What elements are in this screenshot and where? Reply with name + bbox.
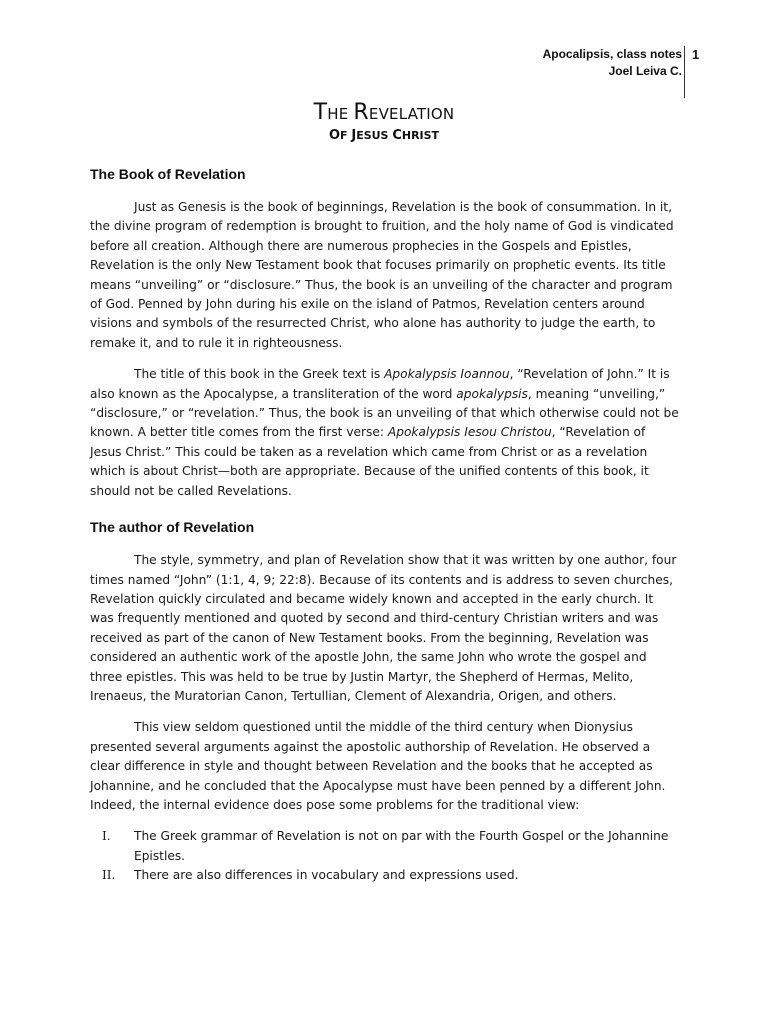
text-run: , “Revelation of Jesus Christ.” This could be taken as a revelation which came from Christ or as a revelation which is about Christ—both are appropriate. Because of the unified contents of this book, it should not be called Revelations.: [90, 425, 649, 498]
list-text: There are also differences in vocabulary and expressions used.: [134, 868, 519, 883]
greek-word-apokalypsis: apokalypsis: [456, 386, 528, 401]
subtitle-part: C: [392, 128, 402, 143]
header-author: Joel Leiva C.: [608, 64, 682, 78]
title-part: R: [353, 100, 369, 125]
text-run: The title of this book in the Greek text is: [134, 367, 385, 382]
greek-title-christou: Apokalypsis Iesou Christou: [387, 425, 552, 440]
subtitle-part: J: [351, 128, 357, 143]
paragraph-book-2: [90, 365, 680, 501]
section-heading-book: The Book of Revelation: [90, 166, 246, 182]
subtitle-part: HRIST: [401, 129, 440, 142]
title-part: HE: [327, 105, 354, 123]
page-header: [520, 46, 720, 88]
list-number: I.: [102, 829, 111, 844]
document-body: [90, 164, 680, 886]
paragraph-author-1: The style, symmetry, and plan of Revelation show that it was written by one author, four times named “John” (1:1, 4, 9; 22:8). Because of its contents and is address to seven churches, Revelation quickly circulated and became widely known and accepted in the early church. It was frequently mentioned and quoted by second and third-century Christian writers and was received as part of the canon of New Testament books. From the beginning, Revelation was considered an authentic work of the apostle John, the same John who wrote the gospel and three epistles. This was held to be true by Justin Martyr, the Shepherd of Hermas, Melito, Irenaeus, the Muratorian Canon, Tertullian, Clement of Alexandria, Origen, and others.: [90, 553, 677, 703]
header-text: [543, 46, 682, 80]
section-heading-author: The author of Revelation: [90, 519, 255, 536]
header-divider: [684, 46, 685, 98]
roman-list: [90, 827, 680, 885]
text-run: , “Revelation of John.” It is also known as the Apocalypse, a transliteration of the word: [90, 367, 670, 401]
subtitle-part: ESUS: [356, 129, 393, 142]
paragraph-book-1: Just as Genesis is the book of beginnings, Revelation is the book of consummation. In it, the divine program of redemption is brought to fruition, and the holy name of God is vindicated before all creation. Although there are numerous prophecies in the Gospels and Epistles, Revelation is the only New Testament book that focuses primarily on prophetic events. Its title means “unveiling” or “disclosure.” Thus, the book is an unveiling of the character and program of God. Penned by John during his exile on the island of Patmos, Revelation centers around visions and symbols of the resurrected Christ, who alone has authority to judge the earth, to remake it, and to rule it in righteousness.: [90, 200, 674, 350]
paragraph-author-2: This view seldom questioned until the middle of the third century when Dionysius presented several arguments against the apostolic authorship of Revelation. He observed a clear difference in style and thought between Revelation and the books that he accepted as Johannine, and he concluded that the Apocalypse must have been penned by a different John. Indeed, the internal evidence does pose some problems for the traditional view:: [90, 720, 666, 812]
greek-title-ioannou: Apokalypsis Ioannou: [384, 367, 510, 382]
title-part: EVELATION: [368, 105, 455, 123]
header-course: Apocalipsis, class notes: [542, 47, 682, 61]
text-run: , meaning “unveiling,” “disclosure,” or “revelation.” Thus, the book is an unveiling of that which otherwise could not be known. A better title comes from the first verse:: [90, 386, 679, 440]
page-number: 1: [692, 47, 700, 62]
document-subtitle: [0, 128, 768, 143]
subtitle-part: O: [328, 128, 340, 143]
list-item: [90, 866, 680, 885]
document-title: [0, 100, 768, 125]
subtitle-part: F: [340, 129, 352, 142]
list-text: The Greek grammar of Revelation is not on par with the Fourth Gospel or the Johannine Epistles.: [134, 829, 669, 863]
title-part: T: [313, 100, 328, 125]
list-number: II.: [102, 868, 116, 883]
list-item: [90, 827, 680, 866]
